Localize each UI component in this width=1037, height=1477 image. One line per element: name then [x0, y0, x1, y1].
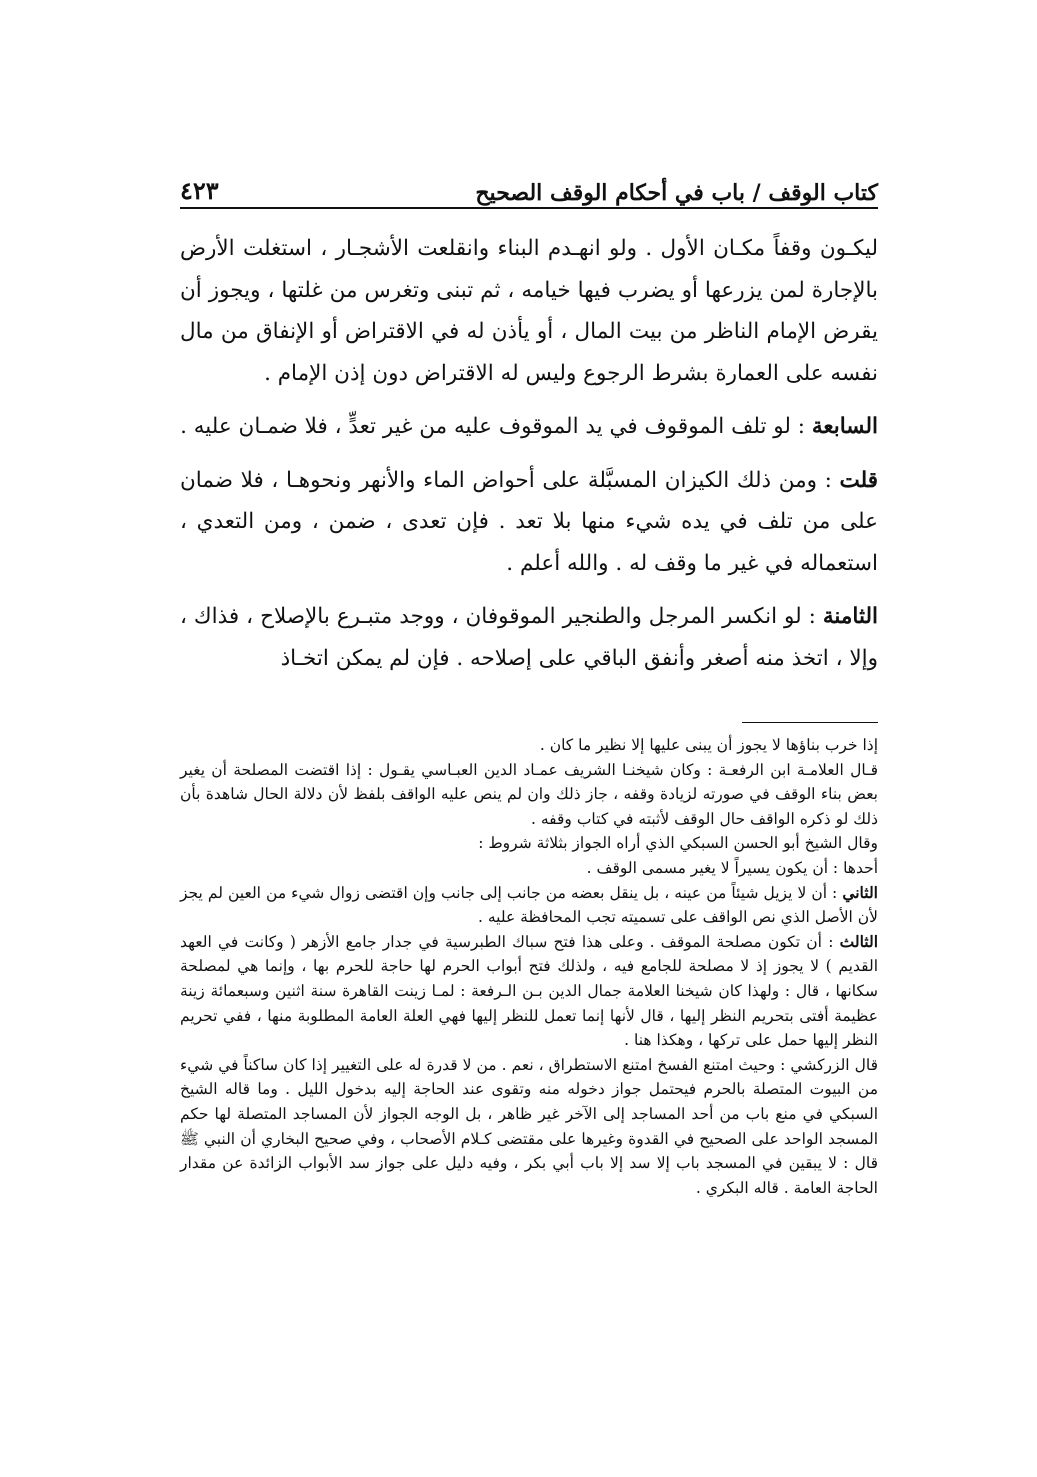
main-text [180, 228, 878, 691]
footnote-line [180, 733, 878, 758]
footnote-text: أحدها : أن يكون يسيراً لا يغير مسمى الوقف . [586, 858, 878, 877]
footnote-text: قال الزركشي : وحيث امتنع الفسخ امتنع الاستطراق ، نعم . من لا قدرة له على التغيير إذا كان ساكناً في شيء من البيوت المتصلة بالحرم فيحتمل جواز دخوله منه وتقوى عند الحاجة إليه بدخول الليل . وما قاله الشيخ السبكي في منع باب من أحد المساجد إلى الآخر غير ظاهر ، بل الوجه الجواز لأن المساجد المتصلة لها حكم المسجد الواحد على الصحيح في القدوة وغيرها على مقتضى كـلام الأصحاب ، وفي صحيح البخاري أن النبي ﷺ قال : لا يبقين في المسجد باب إلا سد إلا باب أبي بكر ، وفيه دليل على جواز سد الأبواب الزائدة عن مقدار الحاجة العامة . قاله البكري . [180, 1055, 878, 1197]
footnote-line [180, 881, 878, 930]
main-paragraph [180, 460, 878, 585]
footnote-separator [742, 722, 878, 723]
paragraph-text: ليكـون وقفاً مكـان الأول . ولو انهـدم البناء وانقلعت الأشجـار ، استغلت الأرض بالإجارة لمن يزرعها أو يضرب فيها خيامه ، ثم تبنى وتغرس من غلتها ، ويجوز أن يقرض الإمام الناظر من بيت المال ، أو يأذن له في الاقتراض أو الإنفاق من مال نفسه على العمارة بشرط الرجوع وليس له الاقتراض دون إذن الإمام . [180, 236, 878, 386]
paragraph-lead: الثامنة [822, 604, 878, 629]
footnote-line [180, 831, 878, 856]
footnote-text: : أن تكون مصلحة الموقف . وعلى هذا فتح سباك الطبرسية في جدار جامع الأزهر ( وكانت في العهد القديم ) لا يجوز إذ لا مصلحة للجامع فيه ، ولذلك فتح أبواب الحرم لها حاجة للحرم بها ، وإنما هي لمصلحة سكانها ، قال : ولهذا كان شيخنا العلامة جمال الدين بـن الـرفعة : لمـا زينت القاهرة سنة اثنين وسبعمائة زينة عظيمة أفتى بتحريم النظر إليها ، قال لأنها إنما تعمل للنظر إليها فهي العلة العامة المطلوبة منها ، ففي تحريم النظر إليها حمل على تركها ، وهكذا هنا . [180, 932, 878, 1050]
main-paragraph [180, 596, 878, 679]
footnote-line [180, 856, 878, 881]
footnote-text: قـال العلامـة ابن الرفعـة : وكان شيخنـا الشريف عمـاد الدين العبـاسي يقـول : إذا اقتضت المصلحة أن يغير بعض بناء الوقف في صورته لزيادة وقفه ، جاز ذلك وان لم ينص عليه الواقف بلفظ لأن دلالة الحال شاهدة بأن ذلك لو ذكره الواقف حال الوقف لأثبته في كتاب وقفه . [180, 760, 878, 828]
footnote-text: وقال الشيخ أبو الحسن السبكي الذي أراه الجواز بثلاثة شروط : [478, 834, 878, 853]
paragraph-text: : لو تلف الموقوف في يد الموقوف عليه من غير تعدٍّ ، فلا ضمـان عليه . [180, 414, 812, 439]
paragraph-lead: السابعة [811, 414, 878, 439]
footnote-line [180, 758, 878, 832]
footnote-line [180, 930, 878, 1053]
paragraph-lead: قلت [839, 467, 878, 493]
main-paragraph [180, 406, 878, 448]
header-rule [180, 207, 878, 209]
footnote-text: : أن لا يزيل شيئاً من عينه ، بل ينقل بعضه من جانب إلى جانب وإن اقتضى زوال شيء من العين لم يجز لأن الأصل الذي نص الواقف على تسميته تجب المحافظة عليه . [180, 883, 878, 927]
running-head: كتاب الوقف / باب في أحكام الوقف الصحيح [475, 179, 878, 206]
page-number: ٤٢٣ [180, 176, 219, 206]
footnotes [180, 733, 878, 1200]
page-header [180, 160, 878, 206]
paragraph-text: : ومن ذلك الكيزان المسبَّلة على أحواض الماء والأنهر ونحوهـا ، فلا ضمان على من تلف في يده شيء منها بلا تعد . فإن تعدى ، ضمن ، ومن التعدي ، استعماله في غير ما وقف له . والله أعلم . [180, 467, 878, 576]
footnote-lead: الثالث [839, 931, 878, 951]
main-paragraph [180, 228, 878, 394]
paragraph-text: : لو انكسر المرجل والطنجير الموقوفان ، ووجد متبـرع بالإصلاح ، فذاك ، وإلا ، اتخذ منه أصغر وأنفق الباقي على إصلاحه . فإن لم يمكن اتخـاذ [180, 604, 878, 671]
footnote-line [180, 1053, 878, 1201]
footnote-lead: الثاني [842, 882, 878, 902]
footnote-text: إذا خرب بناؤها لا يجوز أن يبنى عليها إلا نظير ما كان . [539, 736, 878, 754]
